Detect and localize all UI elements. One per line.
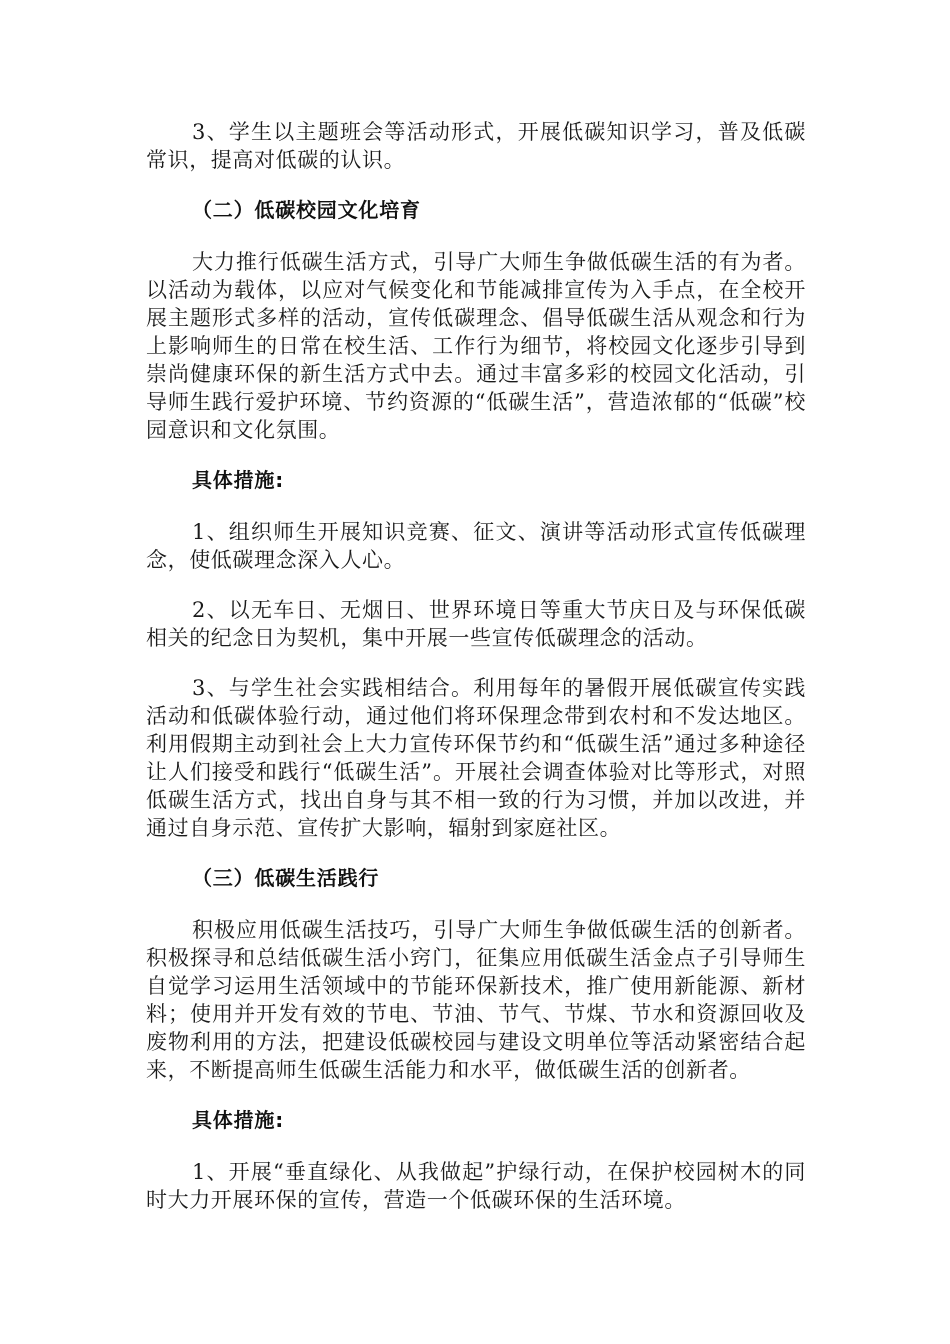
paragraph-student-class-meeting: 3、学生以主题班会等活动形式，开展低碳知识学习，普及低碳常识，提高对低碳的认识。 <box>146 120 806 172</box>
measure-item-greening: 1、开展“垂直绿化、从我做起”护绿行动，在保护校园树木的同时大力开展环保的宣传，营造一个低碳环保的生活环境。 <box>146 1160 806 1212</box>
measures-heading: 具体措施: <box>192 468 284 492</box>
section-heading-campus-culture: （二）低碳校园文化培育 <box>192 198 421 222</box>
section-heading-low-carbon-practice: （三）低碳生活践行 <box>192 866 380 890</box>
measure-item-3: 3、与学生社会实践相结合。利用每年的暑假开展低碳宣传实践活动和低碳体验行动，通过他们将环保理念带到农村和不发达地区。利用假期主动到社会上大力宣传环保节约和“低碳生活”通过多种途径让人们接受和践行“低碳生活”。开展社会调查体验对比等形式，对照低碳生活方式，找出自身与其不相一致的行为习惯，并加以改进，并通过自身示范、宣传扩大影响，辐射到家庭社区。 <box>146 676 806 840</box>
paragraph-low-carbon-practice: 积极应用低碳生活技巧，引导广大师生争做低碳生活的创新者。积极探寻和总结低碳生活小窍门，征集应用低碳生活金点子引导师生自觉学习运用生活领域中的节能环保新技术，推广使用新能源、新材料；使用并开发有效的节电、节油、节气、节煤、节水和资源回收及废物利用的方法，把建设低碳校园与建设文明单位等活动紧密结合起来，不断提高师生低碳生活能力和水平，做低碳生活的创新者。 <box>146 918 806 1082</box>
measures-heading: 具体措施: <box>192 1108 284 1132</box>
measure-item-1: 1、组织师生开展知识竞赛、征文、演讲等活动形式宣传低碳理念，使低碳理念深入人心。 <box>146 520 806 572</box>
paragraph-campus-culture: 大力推行低碳生活方式，引导广大师生争做低碳生活的有为者。以活动为载体，以应对气候变化和节能减排宣传为入手点，在全校开展主题形式多样的活动，宣传低碳理念、倡导低碳生活从观念和行为上影响师生的日常在校生活、工作行为细节，将校园文化逐步引导到崇尚健康环保的新生活方式中去。通过丰富多彩的校园文化活动，引导师生践行爱护环境、节约资源的“低碳生活”，营造浓郁的“低碳”校园意识和文化氛围。 <box>146 250 806 442</box>
measure-item-2: 2、以无车日、无烟日、世界环境日等重大节庆日及与环保低碳相关的纪念日为契机，集中开展一些宣传低碳理念的活动。 <box>146 598 806 650</box>
document-body <box>146 118 806 1236</box>
